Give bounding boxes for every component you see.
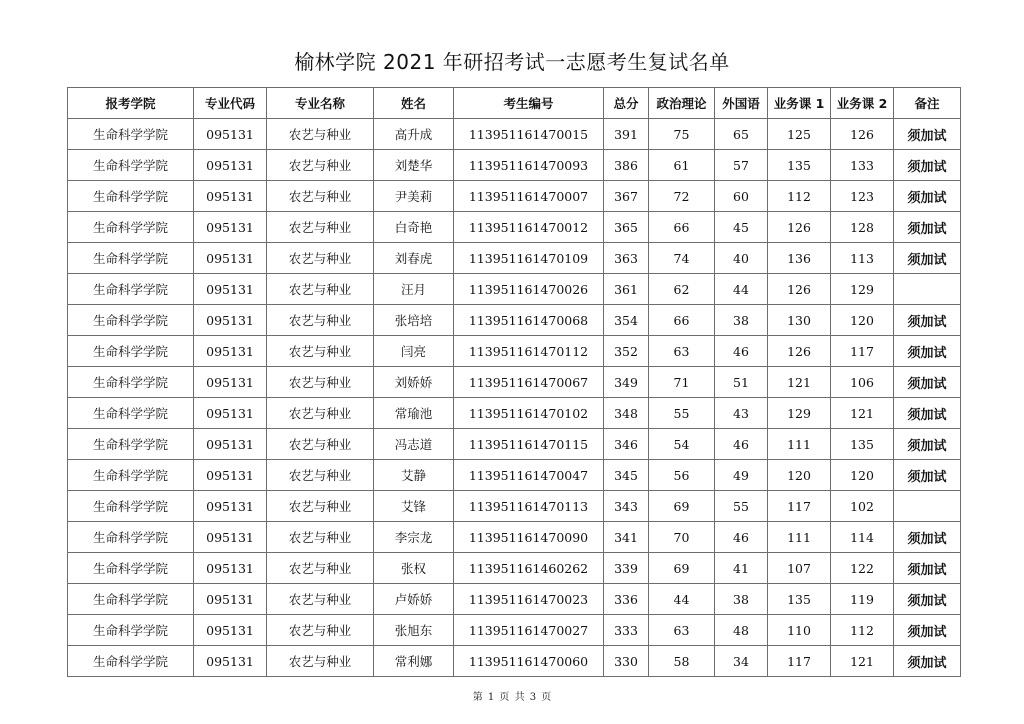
cell-remark: 须加试 [894,398,961,429]
cell-major-name: 农艺与种业 [267,305,374,336]
cell-name: 白奇艳 [374,212,454,243]
cell-subject-1: 136 [768,243,831,274]
table-header-row [68,88,961,119]
cell-name: 刘娇娇 [374,367,454,398]
cell-name: 闫亮 [374,336,454,367]
cell-subject-1: 126 [768,212,831,243]
cell-subject-1: 126 [768,274,831,305]
header-college: 报考学院 [68,88,194,119]
table-row [68,243,961,274]
cell-name: 张权 [374,553,454,584]
cell-politics: 69 [649,491,715,522]
cell-subject-2: 135 [831,429,894,460]
cell-subject-1: 130 [768,305,831,336]
cell-major-name: 农艺与种业 [267,460,374,491]
header-total-score: 总分 [604,88,649,119]
cell-major-code: 095131 [194,398,267,429]
table-row [68,646,961,677]
cell-foreign-language: 60 [715,181,768,212]
cell-candidate-id: 113951161470093 [454,150,604,181]
cell-politics: 44 [649,584,715,615]
cell-subject-2: 129 [831,274,894,305]
cell-college: 生命科学学院 [68,274,194,305]
cell-major-name: 农艺与种业 [267,336,374,367]
cell-college: 生命科学学院 [68,150,194,181]
cell-major-code: 095131 [194,553,267,584]
cell-total-score: 330 [604,646,649,677]
cell-politics: 56 [649,460,715,491]
cell-total-score: 343 [604,491,649,522]
cell-remark: 须加试 [894,367,961,398]
cell-major-code: 095131 [194,336,267,367]
cell-foreign-language: 43 [715,398,768,429]
cell-major-name: 农艺与种业 [267,367,374,398]
cell-foreign-language: 44 [715,274,768,305]
cell-major-name: 农艺与种业 [267,615,374,646]
cell-remark: 须加试 [894,646,961,677]
cell-politics: 55 [649,398,715,429]
table-row [68,584,961,615]
header-remark: 备注 [894,88,961,119]
cell-politics: 61 [649,150,715,181]
cell-college: 生命科学学院 [68,398,194,429]
cell-foreign-language: 65 [715,119,768,150]
cell-subject-1: 111 [768,429,831,460]
cell-total-score: 386 [604,150,649,181]
cell-college: 生命科学学院 [68,243,194,274]
cell-subject-2: 120 [831,460,894,491]
cell-remark: 须加试 [894,429,961,460]
cell-college: 生命科学学院 [68,212,194,243]
cell-subject-2: 121 [831,398,894,429]
cell-college: 生命科学学院 [68,367,194,398]
cell-candidate-id: 113951161470015 [454,119,604,150]
cell-total-score: 348 [604,398,649,429]
table-row [68,398,961,429]
cell-remark: 须加试 [894,584,961,615]
cell-major-name: 农艺与种业 [267,646,374,677]
cell-subject-1: 117 [768,646,831,677]
cell-candidate-id: 113951161470090 [454,522,604,553]
cell-remark: 须加试 [894,460,961,491]
cell-politics: 69 [649,553,715,584]
header-major-name: 专业名称 [267,88,374,119]
cell-subject-2: 133 [831,150,894,181]
table-row [68,522,961,553]
cell-politics: 75 [649,119,715,150]
cell-remark: 须加试 [894,150,961,181]
cell-college: 生命科学学院 [68,584,194,615]
cell-foreign-language: 49 [715,460,768,491]
cell-politics: 54 [649,429,715,460]
cell-total-score: 391 [604,119,649,150]
cell-candidate-id: 113951161470112 [454,336,604,367]
cell-subject-2: 126 [831,119,894,150]
cell-name: 卢娇娇 [374,584,454,615]
table-row [68,367,961,398]
cell-major-code: 095131 [194,460,267,491]
cell-candidate-id: 113951161470068 [454,305,604,336]
cell-remark: 须加试 [894,522,961,553]
cell-major-code: 095131 [194,429,267,460]
page-number: 第 1 页 共 3 页 [472,692,552,703]
cell-total-score: 346 [604,429,649,460]
cell-subject-2: 102 [831,491,894,522]
cell-subject-2: 120 [831,305,894,336]
cell-remark [894,274,961,305]
cell-candidate-id: 113951161470023 [454,584,604,615]
cell-remark: 须加试 [894,336,961,367]
cell-candidate-id: 113951161470047 [454,460,604,491]
cell-subject-2: 112 [831,615,894,646]
cell-candidate-id: 113951161470012 [454,212,604,243]
cell-foreign-language: 34 [715,646,768,677]
table-row [68,615,961,646]
header-major-code: 专业代码 [194,88,267,119]
cell-total-score: 341 [604,522,649,553]
cell-total-score: 367 [604,181,649,212]
cell-major-code: 095131 [194,305,267,336]
cell-name: 常利娜 [374,646,454,677]
cell-total-score: 352 [604,336,649,367]
cell-name: 张培培 [374,305,454,336]
cell-remark: 须加试 [894,119,961,150]
cell-major-code: 095131 [194,243,267,274]
cell-major-name: 农艺与种业 [267,429,374,460]
cell-subject-2: 113 [831,243,894,274]
header-candidate-id: 考生编号 [454,88,604,119]
cell-college: 生命科学学院 [68,429,194,460]
cell-name: 艾锋 [374,491,454,522]
cell-total-score: 349 [604,367,649,398]
cell-college: 生命科学学院 [68,646,194,677]
cell-politics: 63 [649,336,715,367]
cell-major-name: 农艺与种业 [267,212,374,243]
cell-name: 刘春虎 [374,243,454,274]
cell-remark: 须加试 [894,243,961,274]
cell-major-code: 095131 [194,646,267,677]
cell-foreign-language: 45 [715,212,768,243]
cell-name: 尹美莉 [374,181,454,212]
cell-foreign-language: 51 [715,367,768,398]
cell-major-name: 农艺与种业 [267,274,374,305]
cell-foreign-language: 48 [715,615,768,646]
cell-foreign-language: 38 [715,584,768,615]
cell-major-name: 农艺与种业 [267,181,374,212]
cell-politics: 63 [649,615,715,646]
table-row [68,181,961,212]
cell-college: 生命科学学院 [68,460,194,491]
cell-remark: 须加试 [894,181,961,212]
cell-foreign-language: 46 [715,336,768,367]
cell-foreign-language: 46 [715,429,768,460]
table-row [68,119,961,150]
cell-politics: 72 [649,181,715,212]
candidate-table [67,87,961,677]
cell-remark: 须加试 [894,305,961,336]
cell-subject-1: 135 [768,150,831,181]
cell-foreign-language: 57 [715,150,768,181]
cell-major-name: 农艺与种业 [267,553,374,584]
header-subject-2: 业务课 2 [831,88,894,119]
cell-candidate-id: 113951161470113 [454,491,604,522]
cell-name: 高升成 [374,119,454,150]
cell-subject-2: 117 [831,336,894,367]
cell-major-name: 农艺与种业 [267,584,374,615]
cell-name: 汪月 [374,274,454,305]
cell-name: 刘楚华 [374,150,454,181]
cell-subject-2: 128 [831,212,894,243]
cell-major-code: 095131 [194,181,267,212]
cell-candidate-id: 113951161470109 [454,243,604,274]
cell-major-name: 农艺与种业 [267,243,374,274]
cell-subject-1: 126 [768,336,831,367]
cell-foreign-language: 38 [715,305,768,336]
cell-name: 艾静 [374,460,454,491]
cell-total-score: 333 [604,615,649,646]
cell-subject-1: 135 [768,584,831,615]
cell-subject-1: 129 [768,398,831,429]
cell-college: 生命科学学院 [68,181,194,212]
cell-college: 生命科学学院 [68,305,194,336]
cell-major-code: 095131 [194,274,267,305]
cell-total-score: 345 [604,460,649,491]
cell-total-score: 354 [604,305,649,336]
cell-candidate-id: 113951161470102 [454,398,604,429]
cell-subject-1: 111 [768,522,831,553]
cell-total-score: 361 [604,274,649,305]
cell-candidate-id: 113951161470115 [454,429,604,460]
cell-college: 生命科学学院 [68,553,194,584]
cell-college: 生命科学学院 [68,119,194,150]
cell-subject-1: 112 [768,181,831,212]
table-row [68,429,961,460]
cell-candidate-id: 113951161470026 [454,274,604,305]
cell-subject-1: 120 [768,460,831,491]
cell-foreign-language: 55 [715,491,768,522]
cell-subject-2: 114 [831,522,894,553]
cell-total-score: 339 [604,553,649,584]
cell-foreign-language: 41 [715,553,768,584]
cell-college: 生命科学学院 [68,336,194,367]
cell-major-name: 农艺与种业 [267,491,374,522]
cell-major-name: 农艺与种业 [267,150,374,181]
cell-remark: 须加试 [894,615,961,646]
cell-candidate-id: 113951161470060 [454,646,604,677]
cell-major-code: 095131 [194,491,267,522]
table-row [68,553,961,584]
cell-total-score: 365 [604,212,649,243]
cell-subject-1: 121 [768,367,831,398]
page-title: 榆林学院 2021 年研招考试一志愿考生复试名单 [294,50,730,74]
header-subject-1: 业务课 1 [768,88,831,119]
table-row [68,491,961,522]
cell-major-code: 095131 [194,367,267,398]
cell-major-name: 农艺与种业 [267,398,374,429]
cell-name: 李宗龙 [374,522,454,553]
cell-college: 生命科学学院 [68,491,194,522]
cell-politics: 58 [649,646,715,677]
cell-candidate-id: 113951161470027 [454,615,604,646]
header-name: 姓名 [374,88,454,119]
cell-major-code: 095131 [194,584,267,615]
cell-subject-1: 125 [768,119,831,150]
cell-college: 生命科学学院 [68,615,194,646]
table-row [68,460,961,491]
cell-major-code: 095131 [194,212,267,243]
cell-total-score: 336 [604,584,649,615]
cell-major-name: 农艺与种业 [267,119,374,150]
cell-major-code: 095131 [194,615,267,646]
cell-politics: 66 [649,305,715,336]
cell-politics: 71 [649,367,715,398]
cell-politics: 70 [649,522,715,553]
table-row [68,274,961,305]
cell-name: 冯志道 [374,429,454,460]
cell-subject-1: 110 [768,615,831,646]
table-row [68,212,961,243]
cell-remark: 须加试 [894,553,961,584]
cell-foreign-language: 40 [715,243,768,274]
cell-politics: 62 [649,274,715,305]
cell-remark [894,491,961,522]
cell-subject-2: 119 [831,584,894,615]
cell-politics: 66 [649,212,715,243]
cell-foreign-language: 46 [715,522,768,553]
cell-major-code: 095131 [194,119,267,150]
cell-subject-2: 123 [831,181,894,212]
cell-candidate-id: 113951161470067 [454,367,604,398]
cell-politics: 74 [649,243,715,274]
cell-name: 常瑜池 [374,398,454,429]
cell-college: 生命科学学院 [68,522,194,553]
cell-name: 张旭东 [374,615,454,646]
cell-total-score: 363 [604,243,649,274]
cell-subject-2: 106 [831,367,894,398]
cell-subject-1: 107 [768,553,831,584]
table-body [68,119,961,677]
table-row [68,336,961,367]
cell-candidate-id: 113951161460262 [454,553,604,584]
cell-subject-2: 122 [831,553,894,584]
cell-subject-1: 117 [768,491,831,522]
cell-candidate-id: 113951161470007 [454,181,604,212]
cell-major-code: 095131 [194,522,267,553]
cell-subject-2: 121 [831,646,894,677]
cell-remark: 须加试 [894,212,961,243]
table-row [68,305,961,336]
table-row [68,150,961,181]
cell-major-code: 095131 [194,150,267,181]
header-foreign-language: 外国语 [715,88,768,119]
header-politics: 政治理论 [649,88,715,119]
cell-major-name: 农艺与种业 [267,522,374,553]
